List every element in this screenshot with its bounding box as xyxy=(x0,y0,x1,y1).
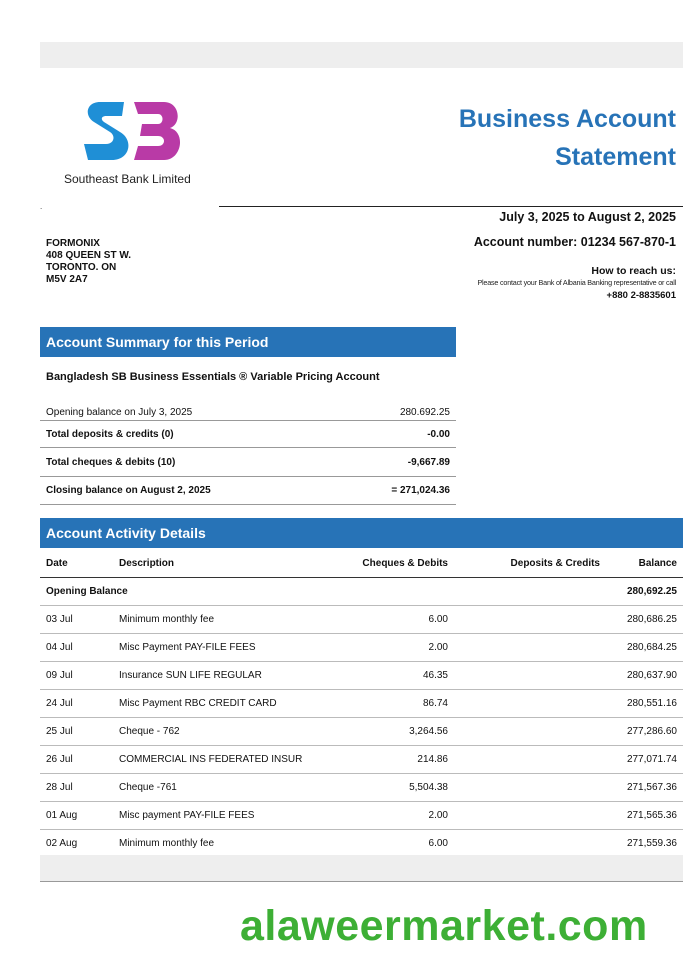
activity-rows xyxy=(40,606,683,858)
summary-row-debits xyxy=(40,448,456,477)
row-description: Misc Payment RBC CREDIT CARD xyxy=(119,698,277,709)
activity-column-headers xyxy=(40,550,683,578)
bank-name: Southeast Bank Limited xyxy=(64,172,191,186)
row-description: Minimum monthly fee xyxy=(119,614,215,625)
summary-value: 280.692.25 xyxy=(399,406,450,418)
summary-value: = 271,024.36 xyxy=(391,485,450,496)
bottom-gray-bar xyxy=(40,855,683,882)
col-description: Description xyxy=(119,558,175,569)
opening-balance-row xyxy=(40,578,683,606)
summary-header: Account Summary for this Period xyxy=(40,327,456,357)
col-balance: Balance xyxy=(638,558,677,569)
customer-city: TORONTO. ON xyxy=(46,262,117,273)
summary-row-closing xyxy=(40,477,456,505)
row-balance: 277,071.74 xyxy=(626,754,677,765)
table-row xyxy=(40,634,683,662)
opening-balance-label: Opening Balance xyxy=(46,586,128,597)
summary-value: -0.00 xyxy=(427,428,450,440)
summary-row-deposits xyxy=(40,421,456,448)
row-date: 04 Jul xyxy=(46,642,73,653)
summary-value: -9,667.89 xyxy=(407,456,450,468)
divider-dot: . xyxy=(40,202,43,211)
customer-postal: M5V 2A7 xyxy=(46,274,88,285)
row-debit: 5,504.38 xyxy=(409,782,448,793)
row-debit: 86.74 xyxy=(422,698,448,709)
customer-address xyxy=(46,238,131,286)
row-date: 25 Jul xyxy=(46,726,73,737)
table-row xyxy=(40,774,683,802)
col-credits: Deposits & Credits xyxy=(510,558,600,569)
summary-label: Total deposits & credits (0) xyxy=(46,428,174,440)
activity-header: Account Activity Details xyxy=(40,518,683,548)
table-row xyxy=(40,690,683,718)
summary-label: Closing balance on August 2, 2025 xyxy=(46,485,211,496)
row-description: COMMERCIAL INS FEDERATED INSUR xyxy=(119,754,303,765)
row-balance: 280,684.25 xyxy=(626,642,677,653)
summary-row-opening xyxy=(40,404,456,421)
row-debit: 3,264.56 xyxy=(409,726,448,737)
row-date: 02 Aug xyxy=(46,838,78,849)
row-balance: 271,567.36 xyxy=(626,782,677,793)
row-date: 01 Aug xyxy=(46,810,78,821)
row-balance: 280,637.90 xyxy=(626,670,677,681)
row-balance: 271,559.36 xyxy=(626,838,677,849)
table-row xyxy=(40,830,683,858)
row-debit: 6.00 xyxy=(428,838,448,849)
row-debit: 2.00 xyxy=(428,810,448,821)
contact-phone: +880 2-8835601 xyxy=(606,290,676,301)
row-balance: 271,565.36 xyxy=(626,810,677,821)
row-balance: 280,551.16 xyxy=(626,698,677,709)
summary-label: Total cheques & debits (10) xyxy=(46,456,176,468)
table-row xyxy=(40,718,683,746)
top-gray-bar xyxy=(40,42,683,68)
row-description: Minimum monthly fee xyxy=(119,838,215,849)
summary-table xyxy=(40,404,456,505)
watermark: alaweermarket.com xyxy=(240,902,648,950)
row-date: 24 Jul xyxy=(46,698,73,709)
row-date: 09 Jul xyxy=(46,670,73,681)
table-row xyxy=(40,606,683,634)
col-debits: Cheques & Debits xyxy=(362,558,448,569)
row-debit: 2.00 xyxy=(428,642,448,653)
row-description: Misc Payment PAY-FILE FEES xyxy=(119,642,256,653)
row-description: Insurance SUN LIFE REGULAR xyxy=(119,670,262,681)
statement-period: July 3, 2025 to August 2, 2025 xyxy=(499,210,676,224)
title-line-2: Statement xyxy=(555,143,676,171)
row-debit: 214.86 xyxy=(417,754,448,765)
row-balance: 280,686.25 xyxy=(626,614,677,625)
row-date: 28 Jul xyxy=(46,782,73,793)
row-description: Misc payment PAY-FILE FEES xyxy=(119,810,255,821)
account-type: Bangladesh SB Business Essentials ® Variable Pricing Account xyxy=(46,371,380,383)
table-row xyxy=(40,802,683,830)
bank-logo xyxy=(78,96,190,166)
row-description: Cheque - 762 xyxy=(119,726,180,737)
title-line-1: Business Account xyxy=(458,105,676,133)
row-description: Cheque -761 xyxy=(119,782,177,793)
row-debit: 46.35 xyxy=(422,670,448,681)
summary-label: Opening balance on July 3, 2025 xyxy=(46,406,193,418)
row-date: 26 Jul xyxy=(46,754,73,765)
contact-title: How to reach us: xyxy=(591,265,676,277)
contact-text: Please contact your Bank of Albania Banking representative or call xyxy=(477,278,676,287)
table-row xyxy=(40,746,683,774)
row-date: 03 Jul xyxy=(46,614,73,625)
opening-balance-value: 280,692.25 xyxy=(626,586,677,597)
statement-title xyxy=(459,100,676,176)
table-row xyxy=(40,662,683,690)
account-number: Account number: 01234 567-870-1 xyxy=(473,235,676,249)
row-debit: 6.00 xyxy=(428,614,448,625)
customer-street: 408 QUEEN ST W. xyxy=(46,250,132,261)
activity-table xyxy=(40,550,683,858)
customer-name: FORMONIX xyxy=(46,238,100,249)
col-date: Date xyxy=(46,558,68,569)
header-divider xyxy=(219,206,683,207)
row-balance: 277,286.60 xyxy=(626,726,677,737)
